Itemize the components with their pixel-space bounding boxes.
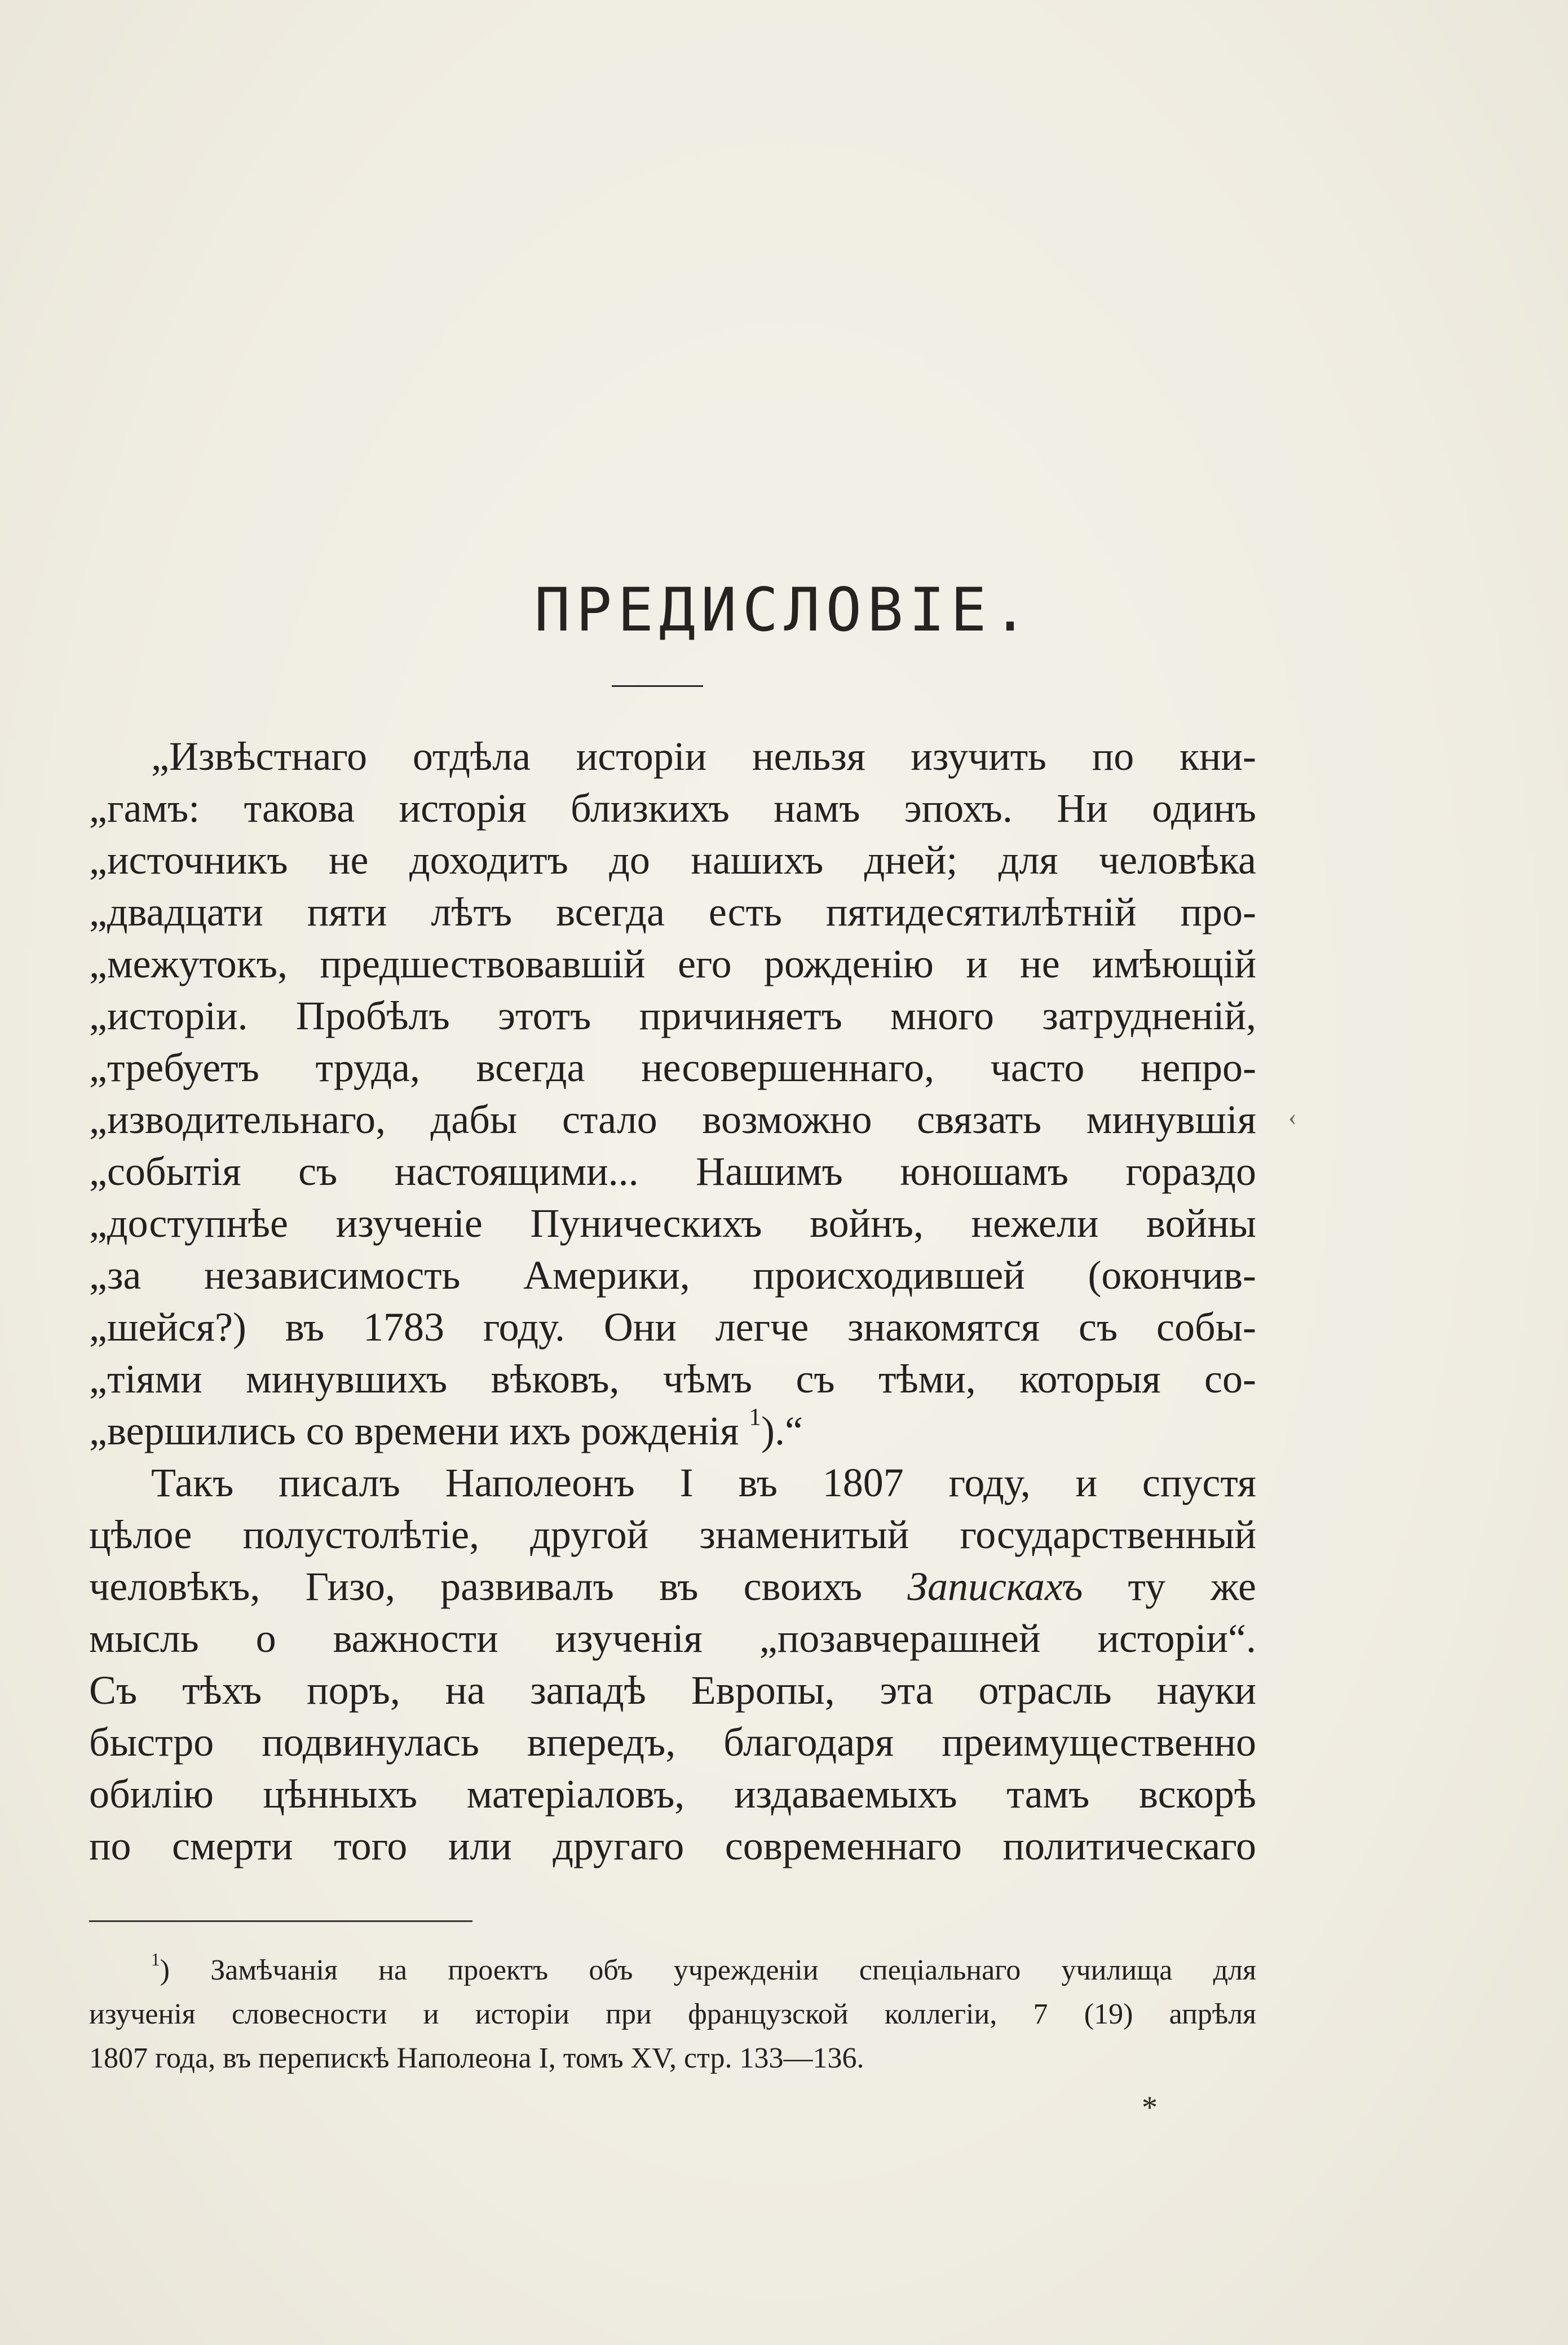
italic-title: Запискахъ	[907, 1564, 1083, 1609]
quote-end: ).“	[761, 1408, 803, 1453]
page-title: ПРЕДИСЛОВІЕ.	[534, 575, 1034, 645]
footnote-line: изученія словесности и исторіи при французской коллегіи, 7 (19) апрѣля	[89, 1998, 1256, 2030]
text-line: „изводительнаго, дабы стало возможно связать минувшія	[89, 1097, 1256, 1142]
footnote-line: 1807 года, въ перепискѣ Наполеона I, томъ XV, стр. 133—136.	[89, 2042, 864, 2074]
text-fragment: ту же	[1083, 1564, 1256, 1609]
text-line: обилію цѣнныхъ матеріаловъ, издаваемыхъ тамъ вскорѣ	[89, 1771, 1256, 1817]
text-line: „требуетъ труда, всегда несовершеннаго, часто непро-	[89, 1045, 1256, 1090]
text-line: „гамъ: такова исторія близкихъ намъ эпохъ. Ни одинъ	[89, 786, 1256, 831]
text-line: цѣлое полустолѣтіе, другой знаменитый государственный	[89, 1512, 1256, 1557]
text-fragment: человѣкъ, Гизо, развивалъ въ своихъ	[89, 1564, 908, 1609]
text-line: Такъ писалъ Наполеонъ I въ 1807 году, и спустя	[151, 1460, 1256, 1505]
signature-mark: *	[1142, 2090, 1158, 2125]
text-line: „событія съ настоящими... Нашимъ юношамъ гораздо	[89, 1149, 1256, 1194]
text-line: Съ тѣхъ поръ, на западѣ Европы, эта отрасль науки	[89, 1668, 1256, 1713]
text-line: по смерти того или другаго современнаго политическаго	[89, 1823, 1256, 1868]
margin-pencil-mark: ‹	[1288, 1103, 1297, 1131]
footnotes	[89, 1949, 1256, 2080]
footnote-text: ) Замѣчанія на проектъ объ учрежденіи спеціальнаго училища для	[160, 1954, 1256, 1986]
text-line: „межутокъ, предшествовавшій его рожденію и не имѣющій	[89, 941, 1256, 986]
text-line: мысль о важности изученія „позавчерашней исторіи“.	[89, 1616, 1256, 1661]
text-line: „Извѣстнаго отдѣла исторіи нельзя изучить по кни-	[151, 734, 1256, 779]
text-line: „тіями минувшихъ вѣковъ, чѣмъ съ тѣми, которыя со-	[89, 1356, 1256, 1401]
body-text	[89, 730, 1256, 1872]
text-line: „шейся?) въ 1783 году. Они легче знакомятся съ собы-	[89, 1304, 1256, 1350]
text-line: „доступнѣе изученіе Пуническихъ войнъ, нежели войны	[89, 1201, 1256, 1246]
footnote-divider	[89, 1920, 472, 1922]
footnote-reference: 1	[749, 1404, 762, 1431]
text-line: „источникъ не доходитъ до нашихъ дней; для человѣка	[89, 838, 1256, 883]
title-divider	[612, 685, 703, 687]
text-line: „за независимость Америки, происходившей (окончив-	[89, 1253, 1256, 1298]
quote-last-text: „вершились со времени ихъ рожденія	[89, 1408, 739, 1453]
text-line: „двадцати пяти лѣтъ всегда есть пятидесятилѣтній про-	[89, 889, 1256, 935]
text-line: „исторіи. Пробѣлъ этотъ причиняетъ много затрудненій,	[89, 993, 1256, 1038]
footnote-line	[89, 1949, 1256, 1993]
footnote-marker: 1	[151, 1950, 160, 1970]
text-line	[89, 1561, 1256, 1612]
text-line: быстро подвинулась впередъ, благодаря преимущественно	[89, 1720, 1256, 1765]
text-line	[89, 1405, 1256, 1457]
